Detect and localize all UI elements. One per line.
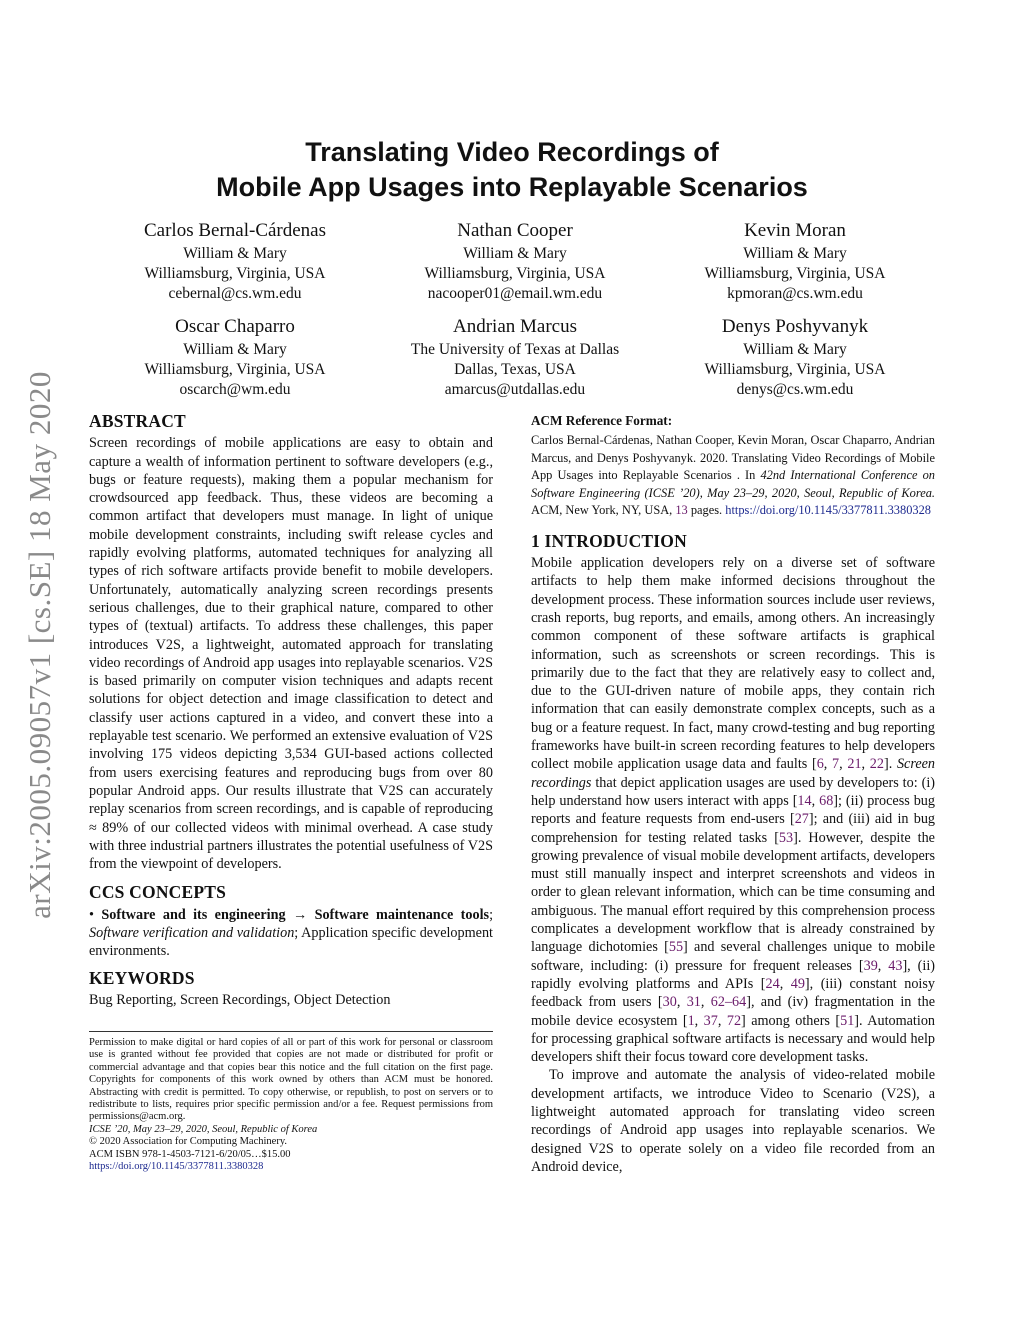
title-line-1: Translating Video Recordings of [305,137,719,167]
author-affiliation: The University of Texas at Dallas [410,341,620,358]
author-email[interactable]: denys@cs.wm.edu [736,381,854,398]
citation-link[interactable]: 24 [765,975,780,992]
citation-link[interactable]: 68 [819,792,834,809]
citation-link[interactable]: 31 [686,994,701,1011]
ccs-heading: CCS CONCEPTS [89,882,227,903]
permission-footnote [89,1031,493,1173]
doi-link[interactable]: https://doi.org/10.1145/3377811.3380328 [89,1161,264,1173]
introduction-heading: 1 INTRODUCTION [531,530,687,551]
permission-notice: Permission to make digital or hard copies of all or part of this work for personal or classroom use is granted without fee provided that copies are not made or distributed for profit or commercial advantage and that copies bear this notice and the full citation on the first page. Copyrights for components of this work owned by others than ACM must be honored. Abstracting with credit is permitted. To copy otherwise, or republish, to post on servers or to redistribute to lists, requires prior specific permission and/or a fee. Request permissions from permissions@acm.org. [89,1037,493,1123]
citation-link[interactable]: 51 [840,1012,855,1029]
intro-emphasis: Screen recordings [531,756,936,791]
intro-text-segment: , [700,994,711,1011]
conference-line: ICSE ’20, May 23–29, 2020, Seoul, Republic of Korea [89,1123,318,1135]
arxiv-identifier[interactable]: arXiv:2005.09057v1 [cs.SE] 18 May 2020 [22,371,57,919]
keywords-text: Bug Reporting, Screen Recordings, Object Detection [89,991,391,1008]
author-row-1 [95,220,935,304]
intro-text-segment: Mobile application developers rely on a diverse set of software artifacts to help them make informed decisions throughout the development process. These information sources include user reviews, crash reports, bug reports, and emails, among others. An increasingly common component of these software artifacts is graphical information, such as screenshots or screen recordings. This is primarily due to the fact that they are relatively easy to collect and, due to the GUI-driven nature of mobile apps, they contain rich information that can easily demonstrate complex concepts, such as a bug or a feature request. In fact, many crowd-testing and bug reporting frameworks have built-in screen recording features to help developers collect mobile application usage data and faults [ [531,555,935,773]
right-column [531,412,935,1176]
citation-link[interactable]: 62–64 [710,994,747,1011]
author-location: Williamsburg, Virginia, USA [704,361,886,378]
ccs-separator: ; [489,906,494,923]
copyright-line: © 2020 Association for Computing Machinery. [89,1136,288,1148]
author-name: Denys Poshyvanyk [721,316,869,337]
author-card [655,316,935,400]
author-location: Williamsburg, Virginia, USA [424,265,606,282]
author-location: Williamsburg, Virginia, USA [144,361,326,378]
citation-link[interactable]: 53 [778,829,794,846]
ccs-secondary: Software verification and validation [89,925,295,942]
citation-link[interactable]: 43 [888,957,903,974]
introduction-paragraph-2: To improve and automate the analysis of video-related mobile development artifacts, we introduce Video to Scenario (V2S), a lightweight automated approach for translating video screen recordings of Android app usages into replayable scenarios. We designed V2S to operate solely on a video file recorded from an Android device, [531,1067,935,1175]
intro-text-segment: ]; (ii) process bug reports and feature requests from end-users [ [531,792,935,828]
author-affiliation: William & Mary [183,245,287,262]
ccs-concepts [89,906,493,961]
author-name: Oscar Chaparro [175,316,295,337]
intro-text-segment: , [823,756,833,773]
citation-link[interactable]: 30 [662,994,677,1011]
intro-text-segment: , [811,792,820,809]
author-location: Williamsburg, Virginia, USA [144,265,326,282]
citation-link[interactable]: 14 [797,792,812,809]
author-email[interactable]: amarcus@utdallas.edu [444,381,586,398]
intro-text-segment: , [779,975,791,992]
citation-link[interactable]: 22 [869,756,884,773]
intro-text-segment: ]. Automation for processing graphical software artifacts is necessary and would help developers shift their focus toward core development tasks. [531,1012,936,1066]
author-email[interactable]: oscarch@wm.edu [179,381,291,398]
acm-reference [531,432,935,520]
acm-ref-venue: 42nd International Conference on Software Engineering (ICSE ’20), May 23–29, 2020, Seoul, Republic of Korea. [531,468,935,500]
intro-text-segment: ], and (iv) fragmentation in the mobile device ecosystem [ [531,994,936,1029]
acm-ref-doi-link[interactable]: https://doi.org/10.1145/3377811.3380328 [725,503,931,518]
intro-text-segment: ], (ii) rapidly evolving platforms and APIs [ [531,957,935,992]
intro-text-segment: that depict application usages are used by developers to: (i) help understand how users interact with apps [ [531,774,935,809]
author-affiliation: William & Mary [183,341,287,358]
title-line-2: Mobile App Usages into Replayable Scenarios [216,172,808,202]
author-card [655,220,935,304]
left-column [89,412,493,1009]
author-email[interactable]: kpmoran@cs.wm.edu [727,285,863,302]
intro-text-segment: , [861,756,870,773]
citation-link[interactable]: 6 [816,756,824,773]
isbn-line: ACM ISBN 978-1-4503-7121-6/20/05…$15.00 [89,1148,291,1160]
ccs-primary: Software and its engineering → Software maintenance tools [101,906,490,923]
citation-link[interactable]: 1 [687,1012,695,1029]
intro-text-segment: , [694,1012,704,1029]
ccs-bullet: • [89,906,102,923]
intro-text-segment: , [717,1012,727,1029]
acm-ref-pages-label: pages. [687,503,726,518]
intro-text-segment: ]. However, despite the growing prevalence of visual mobile development artifacts, developers must still manually inspect and interpret screenshots and videos in order to glean relevant information, which can be time consuming and ambiguous. The manual effort required by this comprehension process complicates a development workflow that is already constrained by language dichotomies [ [531,829,935,956]
author-name: Carlos Bernal-Cárdenas [143,220,327,241]
author-location: Williamsburg, Virginia, USA [704,265,886,282]
intro-text-segment: ]. [883,756,897,773]
acm-ref-pages[interactable]: 13 [675,503,688,518]
arxiv-side-stamp [14,345,66,945]
author-name: Nathan Cooper [457,220,573,241]
author-affiliation: William & Mary [743,341,847,358]
intro-text-segment: ]; and (iii) aid in bug comprehension for testing related tasks [ [531,811,936,846]
ccs-rest: ; Application specific development environments. [89,925,493,960]
author-card [375,220,655,304]
abstract-text: Screen recordings of mobile applications are easy to obtain and capture a wealth of information pertinent to software developers (e.g., bugs or feature requests), making them a popular mechanism for crowdsourced app feedback. Thus, these videos are becoming a common artifact that developers must manage. In light of unique mobile development constraints, including swift release cycles and rapidly evolving platforms, automated techniques for analyzing all types of rich software artifacts provide benefit to mobile developers. Unfortunately, automatically analyzing screen recordings presents serious challenges, due to their graphical nature, compared to other types of (textual) artifacts. To address these challenges, this paper introduces V2S, a lightweight, automated approach for translating video recordings of Android app usages into replayable scenarios. V2S is based primarily on computer vision techniques and adapts recent solutions for object detection and image classification to detect and classify user actions captured in a video, and convert these into a replayable test scenario. We performed an extensive evaluation of V2S involving 175 videos depicting 3,534 GUI-based actions collected from users exercising features and reproducing bugs from over 80 popular Android apps. Our results illustrate that V2S can accurately replay scenarios from screen recordings, and is capable of reproducing ≈ 89% of our collected videos with minimal overhead. A case study with three industrial partners illustrates the potential usefulness of V2S from the viewpoint of developers. [89,435,493,873]
author-name: Kevin Moran [744,220,846,241]
acm-ref-authors: Carlos Bernal-Cárdenas, Nathan Cooper, Kevin Moran, Oscar Chaparro, Andrian Marcus, and Denys Poshyvanyk. 2020. Translating Video Recordings of Mobile App Usages into Replayable Scenarios . In [531,433,935,483]
citation-link[interactable]: 39 [863,957,878,974]
introduction-paragraph-1 [531,554,935,1066]
citation-link[interactable]: 72 [726,1012,742,1029]
intro-text-segment: ] and several challenges unique to mobile software, including: (i) pressure for frequent releases [ [531,939,935,974]
citation-link[interactable]: 7 [832,756,840,773]
intro-text-segment: ] among others [ [741,1012,841,1029]
citation-link[interactable]: 21 [847,756,862,773]
abstract-heading: ABSTRACT [89,411,186,431]
author-row-2 [95,316,935,400]
author-card [375,316,655,400]
intro-text-segment: , [676,994,687,1011]
author-affiliation: William & Mary [463,245,567,262]
citation-link[interactable]: 27 [794,811,809,828]
author-card [95,316,375,400]
author-email[interactable]: cebernal@cs.wm.edu [168,285,302,302]
author-card [95,220,375,304]
citation-link[interactable]: 49 [790,975,805,992]
author-block [95,220,935,412]
intro-text-segment: , [839,756,848,773]
author-email[interactable]: nacooper01@email.wm.edu [427,285,603,302]
intro-text-segment: ], (iii) constant noisy feedback from users [ [531,975,935,1011]
citation-link[interactable]: 55 [668,939,684,956]
author-affiliation: William & Mary [743,245,847,262]
author-location: Dallas, Texas, USA [454,361,576,378]
acm-ref-publisher: ACM, New York, NY, USA, [531,503,676,518]
paper-title [100,135,924,205]
citation-link[interactable]: 37 [703,1012,718,1029]
intro-text-segment: , [877,957,889,974]
acm-reference-heading: ACM Reference Format: [531,413,673,428]
author-name: Andrian Marcus [453,316,577,337]
keywords-heading: KEYWORDS [89,967,195,988]
